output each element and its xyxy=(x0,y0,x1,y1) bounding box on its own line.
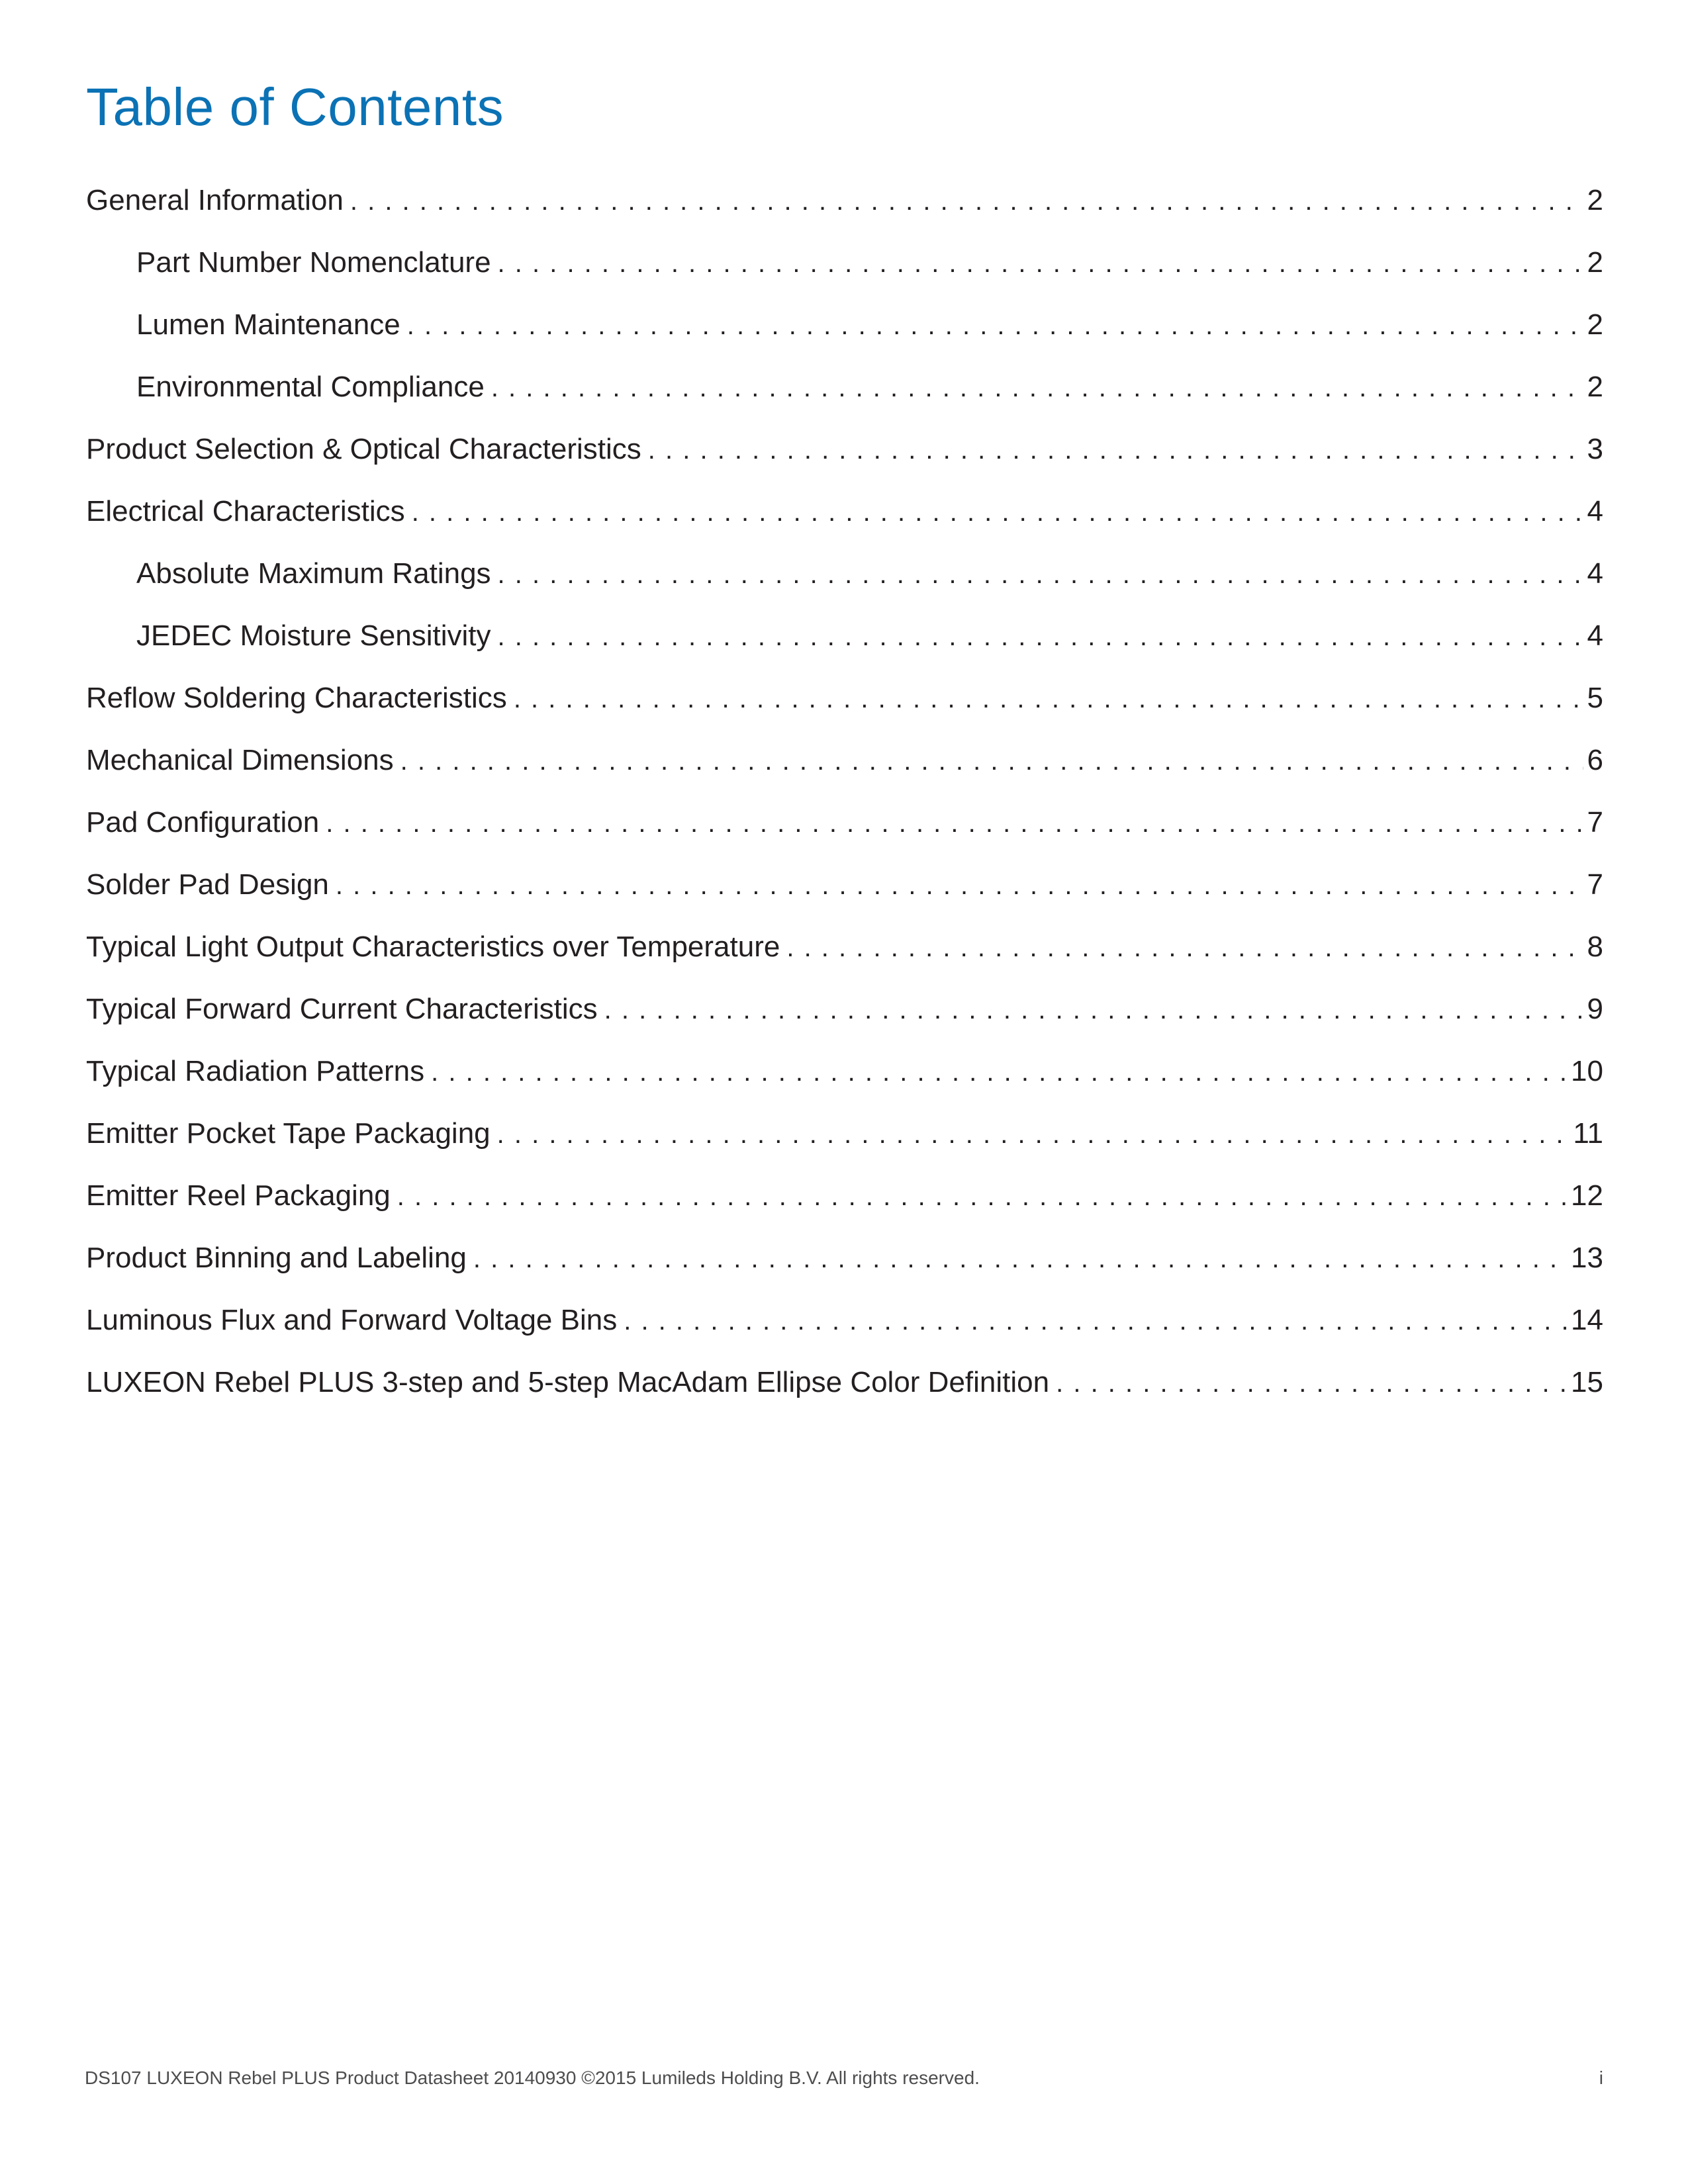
toc-entry-page: 4 xyxy=(1587,495,1603,527)
toc-dot-leader xyxy=(497,1103,1570,1165)
toc-entry-page: 5 xyxy=(1587,682,1603,714)
toc-entry-label: Typical Radiation Patterns xyxy=(86,1055,425,1087)
toc-entry-pad-configuration[interactable] xyxy=(86,792,1603,854)
toc-entry-page: 7 xyxy=(1587,806,1603,839)
toc-entry-macadam-ellipse[interactable] xyxy=(86,1351,1603,1414)
toc-entry-label: General Information xyxy=(86,184,344,216)
toc-entry-page: 9 xyxy=(1587,993,1603,1025)
toc-entry-label: Reflow Soldering Characteristics xyxy=(86,682,507,714)
toc-dot-leader xyxy=(498,543,1583,606)
toc-entry-page: 13 xyxy=(1571,1242,1603,1274)
toc-entry-pocket-tape-packaging[interactable] xyxy=(86,1103,1603,1165)
toc-entry-mechanical-dimensions[interactable] xyxy=(86,729,1603,792)
toc-entry-page: 11 xyxy=(1573,1117,1603,1150)
toc-entry-light-output-temperature[interactable] xyxy=(86,916,1603,978)
toc-dot-leader xyxy=(473,1228,1567,1290)
toc-entry-label: Product Selection & Optical Characteristics xyxy=(86,433,641,465)
toc-entry-page: 2 xyxy=(1587,308,1603,341)
toc-entry-label: Emitter Pocket Tape Packaging xyxy=(86,1117,491,1150)
toc-dot-leader xyxy=(1056,1352,1567,1414)
toc-entry-label: Mechanical Dimensions xyxy=(86,744,394,776)
toc-entry-page: 3 xyxy=(1587,433,1603,465)
toc-dot-leader xyxy=(497,606,1583,668)
toc-entry-label: Lumen Maintenance xyxy=(136,308,400,341)
toc-entry-page: 2 xyxy=(1587,246,1603,279)
toc-entry-label: Emitter Reel Packaging xyxy=(86,1179,391,1212)
toc-dot-leader xyxy=(498,232,1583,295)
toc-dot-leader xyxy=(604,979,1583,1041)
toc-entry-general-information[interactable] xyxy=(86,169,1603,232)
toc-entry-jedec-moisture-sensitivity[interactable] xyxy=(86,605,1603,667)
toc-entry-label: LUXEON Rebel PLUS 3-step and 5-step MacAdam Ellipse Color Definition xyxy=(86,1366,1050,1398)
table-of-contents xyxy=(86,169,1603,1414)
toc-entry-label: Luminous Flux and Forward Voltage Bins xyxy=(86,1304,618,1336)
toc-dot-leader xyxy=(431,1041,1567,1103)
page-title: Table of Contents xyxy=(86,77,504,136)
toc-entry-label: Solder Pad Design xyxy=(86,868,329,901)
toc-dot-leader xyxy=(491,357,1583,419)
toc-entry-label: JEDEC Moisture Sensitivity xyxy=(136,619,491,652)
toc-entry-forward-current[interactable] xyxy=(86,978,1603,1040)
toc-dot-leader xyxy=(786,917,1583,979)
toc-entry-page: 2 xyxy=(1587,184,1603,216)
toc-dot-leader xyxy=(400,730,1583,792)
toc-entry-product-selection[interactable] xyxy=(86,418,1603,480)
toc-entry-environmental-compliance[interactable] xyxy=(86,356,1603,418)
toc-entry-label: Typical Light Output Characteristics over Temperature xyxy=(86,931,780,963)
toc-entry-page: 4 xyxy=(1587,619,1603,652)
toc-entry-flux-voltage-bins[interactable] xyxy=(86,1289,1603,1351)
toc-entry-electrical-characteristics[interactable] xyxy=(86,480,1603,543)
toc-dot-leader xyxy=(397,1165,1567,1228)
toc-dot-leader xyxy=(407,295,1583,357)
toc-entry-radiation-patterns[interactable] xyxy=(86,1040,1603,1103)
toc-dot-leader xyxy=(624,1290,1567,1352)
toc-dot-leader xyxy=(412,481,1583,543)
toc-dot-leader xyxy=(350,170,1583,232)
toc-entry-label: Environmental Compliance xyxy=(136,371,485,403)
toc-entry-label: Typical Forward Current Characteristics xyxy=(86,993,598,1025)
toc-entry-label: Electrical Characteristics xyxy=(86,495,405,527)
footer-copyright: DS107 LUXEON Rebel PLUS Product Datasheet 20140930 ©2015 Lumileds Holding B.V. All rights reserved. xyxy=(85,2068,980,2088)
page-footer xyxy=(85,2068,1603,2089)
toc-dot-leader xyxy=(648,419,1583,481)
toc-entry-page: 15 xyxy=(1571,1366,1603,1398)
toc-entry-page: 10 xyxy=(1571,1055,1603,1087)
toc-entry-page: 4 xyxy=(1587,557,1603,590)
toc-entry-page: 6 xyxy=(1587,744,1603,776)
toc-entry-part-number-nomenclature[interactable] xyxy=(86,232,1603,294)
toc-entry-reflow-soldering[interactable] xyxy=(86,667,1603,729)
footer-page-number: i xyxy=(1599,2068,1603,2088)
toc-entry-reel-packaging[interactable] xyxy=(86,1165,1603,1227)
toc-dot-leader xyxy=(326,792,1583,854)
toc-entry-page: 2 xyxy=(1587,371,1603,403)
toc-dot-leader xyxy=(336,854,1583,917)
toc-dot-leader xyxy=(514,668,1583,730)
toc-entry-label: Absolute Maximum Ratings xyxy=(136,557,491,590)
toc-entry-binning-labeling[interactable] xyxy=(86,1227,1603,1289)
toc-entry-label: Part Number Nomenclature xyxy=(136,246,491,279)
toc-entry-page: 14 xyxy=(1571,1304,1603,1336)
toc-entry-page: 8 xyxy=(1587,931,1603,963)
toc-entry-lumen-maintenance[interactable] xyxy=(86,294,1603,356)
toc-entry-solder-pad-design[interactable] xyxy=(86,854,1603,916)
toc-entry-page: 12 xyxy=(1571,1179,1603,1212)
toc-entry-page: 7 xyxy=(1587,868,1603,901)
toc-entry-label: Pad Configuration xyxy=(86,806,320,839)
toc-entry-label: Product Binning and Labeling xyxy=(86,1242,467,1274)
toc-entry-absolute-maximum-ratings[interactable] xyxy=(86,543,1603,605)
